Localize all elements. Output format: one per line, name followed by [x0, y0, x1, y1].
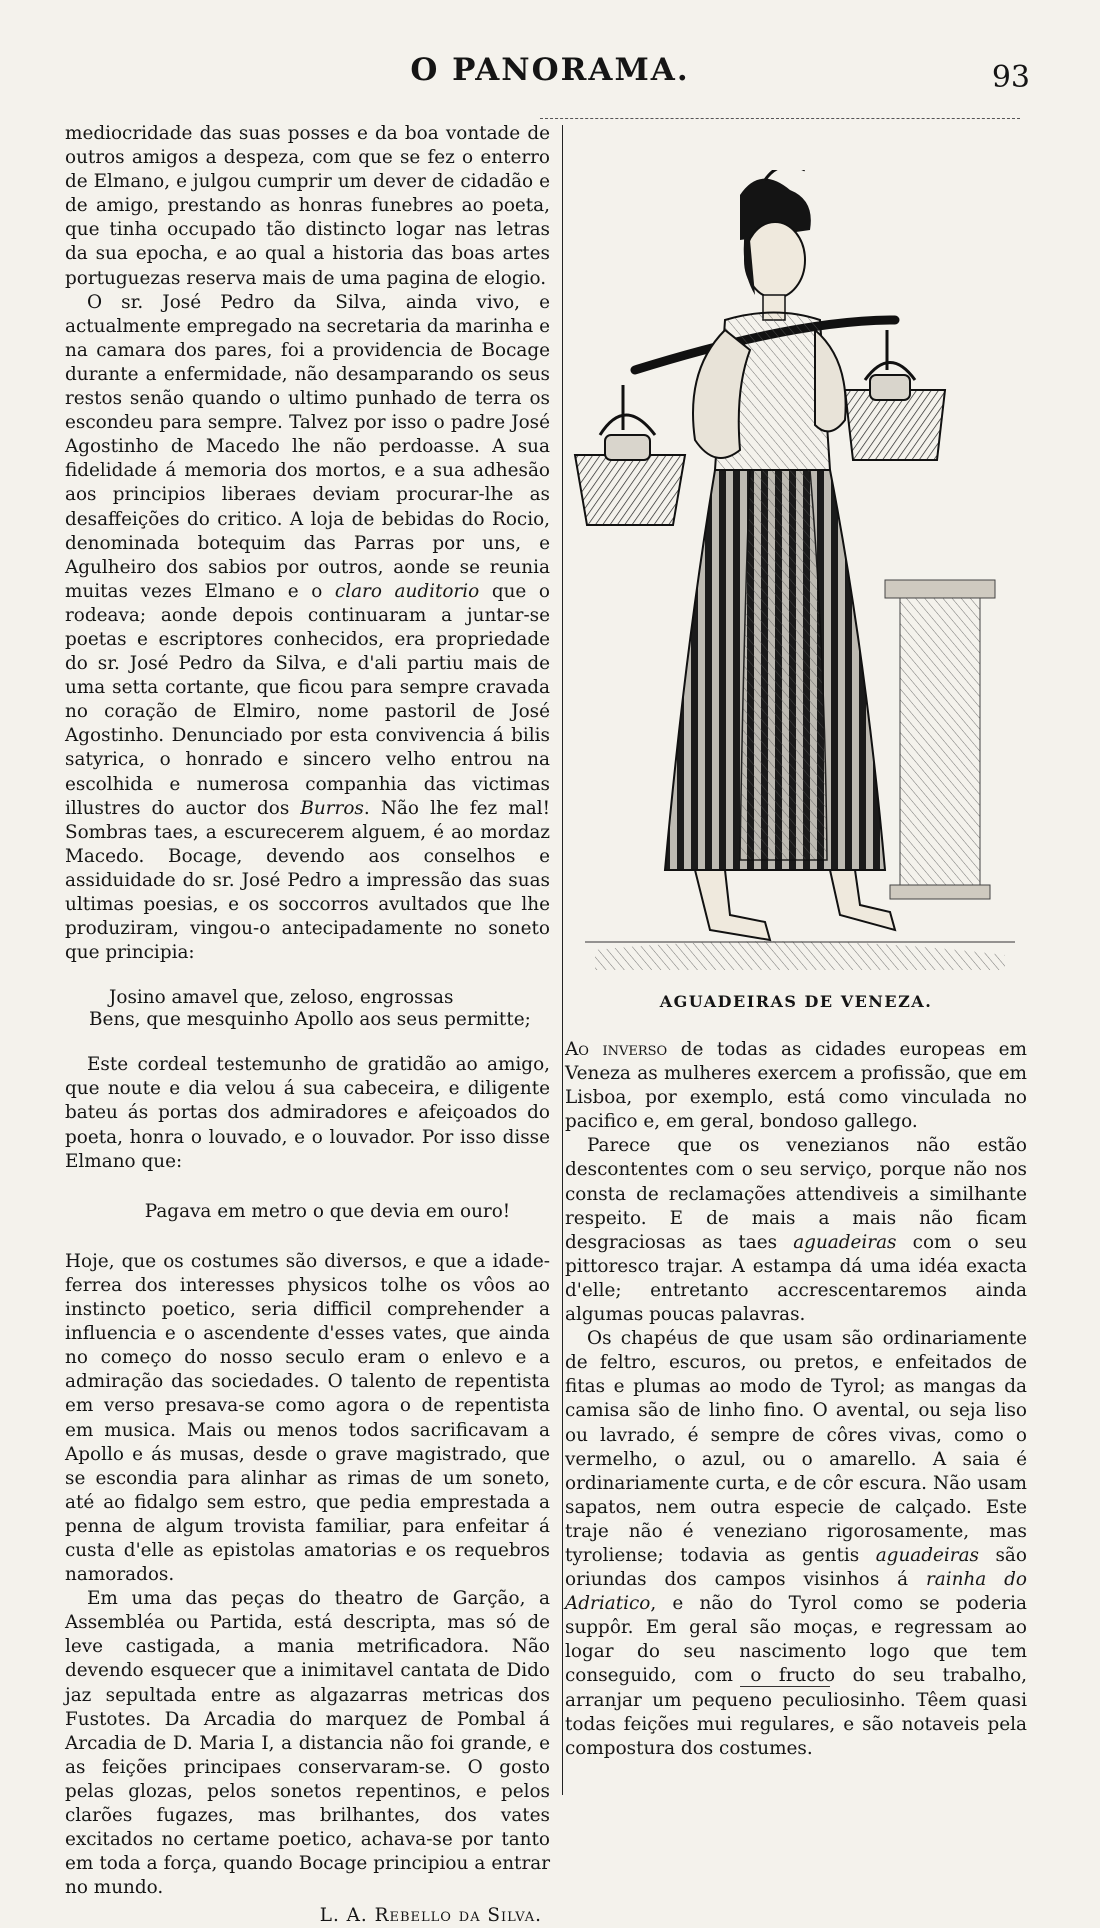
verse-line-2: Bens, que mesquinho Apollo aos seus permitte; — [89, 1009, 531, 1031]
article-paragraph-3 — [565, 1327, 1027, 1761]
article-paragraph-3-text-a: Os chapéus de que usam são ordinariamente de feltro, escuros, ou pretos, e enfeitados de fitas e plumas ao modo de Tyrol; as mangas da camisa são de linho fino. O avental, ou seja liso ou lavrado, é sempre de côres vivas, como o vermelho, o azul, ou o amarello. A saia é ordinariamente curta, e de côr escura. Não usam sapatos, nem outra especie de calçado. Este traje não é veneziano rigorosamente, mas tyroliense; todavia as gentis — [565, 1328, 1027, 1566]
author-signature: L. A. Rebello da Silva. — [319, 1905, 542, 1927]
left-column — [65, 122, 550, 1928]
article-paragraph-3-text-b: são oriundas dos campos visinhos á — [565, 1544, 1027, 1591]
page-number: 93 — [991, 60, 1030, 95]
column-divider — [562, 125, 563, 1795]
article-paragraph-1 — [565, 1038, 1027, 1134]
article-paragraph-3-italic-2: rainha do Adriatico — [565, 1569, 1027, 1615]
verse-line-1: Josino amavel que, zeloso, engrossas — [109, 987, 454, 1009]
article-lead-words: Ao inverso — [565, 1039, 668, 1060]
sonnet-quote — [65, 987, 550, 1031]
article-paragraph-3-text-c: , e não do Tyrol como se poderia suppôr. Em geral são moças, e regressam ao logar do seu nascimento logo que tem conseguido, com o fructo do seu trabalho, arranjar um pequeno peculiosinho. Têem quasi todas feições mui regulares, e são notaveis pela compostura dos costumes. — [565, 1593, 1027, 1759]
article-paragraph-2-text-a: Parece que os venezianos não estão descontentes com o seu serviço, porque não nos consta de reclamações attendiveis a similhante respeito. E de mais a mais não ficam desgraciosas as taes — [565, 1135, 1027, 1253]
article-paragraph-2-italic: aguadeiras — [793, 1231, 897, 1253]
quoted-verse: Pagava em metro o que devia em ouro! — [144, 1200, 511, 1222]
aguadeira-engraving-illustration — [565, 170, 1025, 970]
paragraph-2 — [65, 291, 550, 966]
paragraph-2-italic-2: Burros — [300, 797, 364, 819]
article-paragraph-2 — [565, 1134, 1027, 1327]
article-paragraph-3-italic-1: aguadeiras — [875, 1544, 979, 1566]
article-paragraph-2-text-b: com o seu pittoresco trajar. A estampa dá uma idéa exacta d'elle; entretanto accrescentaremos ainda algumas poucas palavras. — [565, 1231, 1027, 1326]
paragraph-2-italic-1: claro auditorio — [334, 580, 480, 602]
article-paragraph-1-text: de todas as cidades europeas em Veneza as mulheres exercem a profissão, que em Lisboa, por exemplo, está como vinculada no pacifico e, em geral, bondoso gallego. — [565, 1039, 1027, 1133]
paragraph-3: Este cordeal testemunho de gratidão ao amigo, que noute e dia velou á sua cabeceira, e diligente bateu ás portas dos admiradores e afeiçoados do poeta, honra o louvado, e o louvador. Por isso disse Elmano que: — [65, 1054, 550, 1172]
paragraph-5: Em uma das peças do theatro de Garção, a Assembléa ou Partida, está descripta, mas só de leve castigada, a mania metrificadora. Não devendo esquecer que a inimitavel cantata de Dido jaz sepultada entre as algazarras metricas dos Fustotes. Da Arcadia do marquez de Pombal á Arcadia de D. Maria I, a distancia não foi grande, e as feições principaes conservaram-se. O gosto pelas glozas, pelos sonetos repentinos, e pelos clarões fugazes, mas brilhantes, dos vates excitados no certame poetico, achava-se por tanto em toda a força, quando Bocage principiou a entrar no mundo. — [65, 1588, 550, 1899]
header-rule — [540, 118, 1020, 120]
paragraph-2-text-b: que o rodeava; aonde depois continuaram a juntar-se poetas e escriptores conhecidos, era propriedade do sr. José Pedro da Silva, e d'ali partiu mais de uma setta cortante, que ficou para sempre cravada no coração de Elmiro, nome pastoril de José Agostinho. Denunciado por esta convivencia á bilis satyrica, o honrado e sincero velho entrou na escolhida e numerosa companhia das victimas illustres do auctor dos — [65, 580, 550, 819]
right-column — [565, 1038, 1027, 1761]
article-end-rule — [740, 1686, 830, 1687]
paragraph-4: Hoje, que os costumes são diversos, e que a idade-ferrea dos interesses physicos tolhe os vôos ao instincto poetico, seria difficil comprehender a influencia e o ascendente d'esses vates, que ainda no começo do nosso seculo eram o enlevo e a admiração das sociedades. O talento de repentista em verso presava-se como agora o de repentista em musica. Mais ou menos todos sacrificavam a Apollo e ás musas, desde o grave magistrado, que se escondia para alinhar as rimas de um soneto, até ao fidalgo sem estro, que pedia emprestada a penna de algum trovista familiar, para enfeitar á custa d'elle as epistolas amatorias e os requebros namorados. — [65, 1250, 550, 1586]
paragraph-2-text-c: . Não lhe fez mal! Sombras taes, a escurecerem alguem, é ao mordaz Macedo. Bocage, devendo aos conselhos e assiduidade do sr. José Pedro a impressão das suas ultimas poesias, e os soccorros avultados que lhe produziram, vingou-o antecipadamente no soneto que principia: — [65, 797, 550, 964]
illustration-caption: AGUADEIRAS DE VENEZA. — [659, 992, 933, 1011]
paragraph-1: mediocridade das suas posses e da boa vontade de outros amigos a despeza, com que se fez o enterro de Elmano, e julgou cumprir um dever de cidadão e de amigo, prestando as honras funebres ao poeta, que tinha occupado tão distincto logar nas letras da sua epocha, e ao qual a historia das boas artes portuguezas reserva mais de uma pagina de elogio. — [65, 123, 550, 289]
running-title: O PANORAMA. — [410, 52, 690, 88]
paragraph-2-text-a: O sr. José Pedro da Silva, ainda vivo, e actualmente empregado na secretaria da marinha e na camara dos pares, foi a providencia de Bocage durante a enfermidade, não desamparando os seus restos senão quando o ultimo punhado de terra os escondeu para sempre. Talvez por isso o padre José Agostinho de Macedo lhe não perdoasse. A sua fidelidade á memoria dos mortos, e a sua adhesão aos principios liberaes deviam procurar-lhe as desaffeições do critico. A loja de bebidas do Rocio, denominada botequim das Parras por uns, e Agulheiro dos sabios por outros, aonde se reunia muitas vezes Elmano e o — [65, 291, 550, 602]
